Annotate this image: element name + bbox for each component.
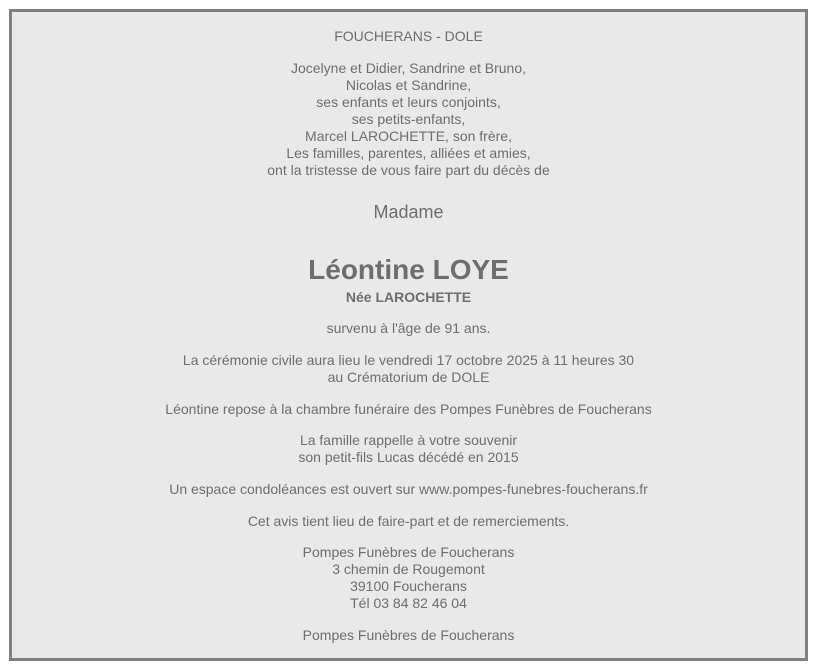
location-header: FOUCHERANS - DOLE [334,28,483,44]
remembrance-line: La famille rappelle à votre souvenir [299,432,518,448]
age-line: survenu à l'âge de 91 ans. [326,320,491,336]
condolences-line: Un espace condoléances est ouvert sur www.pompes-funebres-foucherans.fr [169,481,648,497]
remembrance-line: son petit-fils Lucas décédé en 2015 [298,449,519,465]
obituary-notice [9,9,808,661]
family-line: Les familles, parentes, alliées et amies, [286,145,531,161]
funeral-home-city: 39100 Foucherans [350,578,467,594]
family-line: ses enfants et leurs conjoints, [316,94,501,110]
funeral-home-name: Pompes Funèbres de Foucherans [302,544,515,560]
family-line: Marcel LAROCHETTE, son frère, [305,128,512,144]
deceased-name: Léontine LOYE [308,254,509,285]
family-line: Nicolas et Sandrine, [345,77,472,93]
family-line: ont la tristesse de vous faire part du décès de [267,162,550,178]
honorific-title: Madame [373,202,444,222]
ceremony-line: au Crématorium de DOLE [327,369,490,385]
family-line: ses petits-enfants, [351,111,466,127]
family-line: Jocelyne et Didier, Sandrine et Bruno, [290,60,527,76]
maiden-name: Née LAROCHETTE [345,289,472,305]
ceremony-line: La cérémonie civile aura lieu le vendredi 17 octobre 2025 à 11 heures 30 [182,352,635,368]
notice-line: Cet avis tient lieu de faire-part et de remerciements. [247,513,570,529]
rest-line: Léontine repose à la chambre funéraire des Pompes Funèbres de Foucherans [165,401,652,417]
funeral-home-phone: Tél 03 84 82 46 04 [350,595,467,611]
signature: Pompes Funèbres de Foucherans [302,627,515,643]
funeral-home-street: 3 chemin de Rougemont [332,561,485,577]
